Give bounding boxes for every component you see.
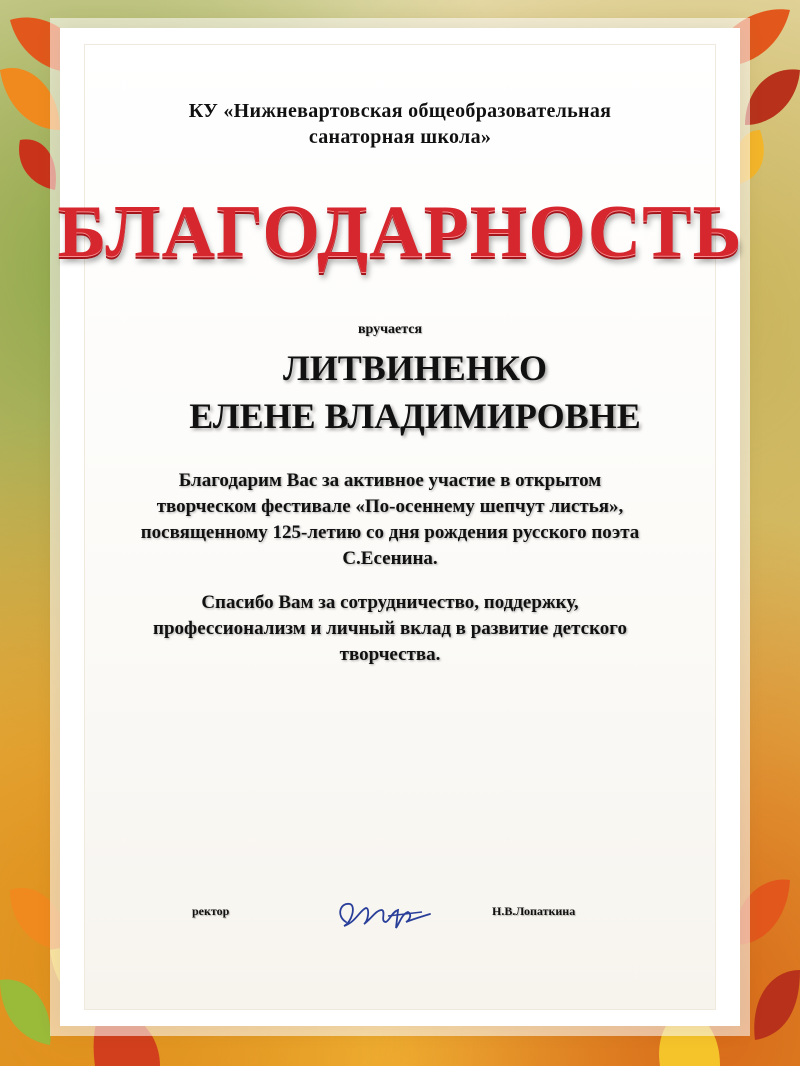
signatory-role: ректор [192, 904, 230, 918]
recipient-surname: ЛИТВИНЕНКО [282, 348, 548, 388]
certificate-title: БЛАГОДАРНОСТЬ [57, 191, 743, 273]
recipient-name [0, 344, 800, 440]
thanks-line-2: профессионализм и личный вклад в развитие детского [153, 618, 627, 639]
handwritten-signature-icon [326, 892, 436, 936]
thanks-line-1: Спасибо Вам за сотрудничество, поддержку, [201, 592, 579, 613]
recipient-given-names: ЕЛЕНЕ ВЛАДИМИРОВНЕ [189, 396, 641, 436]
signatory-name: Н.В.Лопаткина [492, 904, 576, 918]
gratitude-line-1: Благодарим Вас за активное участие в открытом [178, 470, 602, 491]
thanks-paragraph [70, 590, 710, 668]
organization-name [0, 98, 800, 150]
gratitude-line-4: С.Есенина. [342, 548, 438, 569]
gratitude-line-2: творческом фестивале «По-осеннему шепчут листья», [156, 496, 624, 517]
signature-row [0, 900, 800, 940]
organization-line-1: КУ «Нижневартовская общеобразовательная [188, 100, 612, 122]
thanks-line-3: творчества. [339, 644, 441, 665]
awarded-label: вручается [357, 322, 423, 337]
gratitude-paragraph [70, 468, 710, 572]
gratitude-line-3: посвященному 125-летию со дня рождения русского поэта [140, 522, 640, 543]
organization-line-2: санаторная школа» [308, 126, 492, 148]
